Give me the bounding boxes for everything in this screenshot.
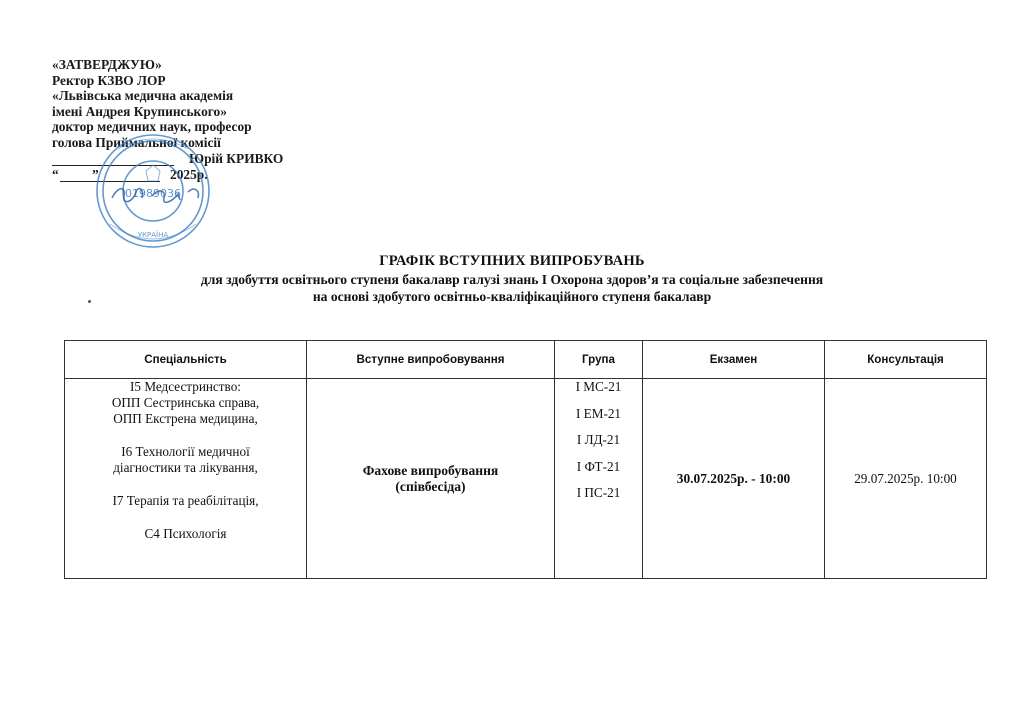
- header-specialty: Спеціальність: [65, 341, 307, 379]
- exam-type-line-2: (співбесіда): [395, 478, 466, 494]
- approval-heading: «ЗАТВЕРДЖУЮ»: [52, 57, 162, 72]
- group-ms: I МС-21: [575, 379, 622, 394]
- schedule-table: [64, 340, 987, 579]
- header-exam: Екзамен: [643, 341, 825, 379]
- specialty-i7: I7 Терапія та реабілітація,: [112, 493, 259, 508]
- group-em: I ЕМ-21: [575, 405, 622, 421]
- cell-exam-datetime: 30.07.2025р. - 10:00: [643, 379, 825, 579]
- document-subtitle-2: на основі здобутого освітньо-кваліфікаційного ступеня бакалавр: [312, 289, 712, 304]
- date-open-quote: “: [52, 166, 59, 182]
- date-close-quote: ”: [92, 166, 99, 182]
- specialty-i6-line-2: діагностики та лікування,: [113, 460, 258, 475]
- seal-code: 01989036: [125, 187, 181, 200]
- specialty-i6-line-1: I6 Технології медичної: [121, 444, 250, 459]
- title-block: [0, 252, 1024, 305]
- cell-exam-type: [307, 379, 555, 579]
- group-ps: I ПС-21: [576, 485, 621, 500]
- specialty-c4: С4 Психологія: [144, 526, 227, 541]
- approval-academy-line-1: «Львівська медична академія: [52, 88, 234, 104]
- cell-specialty: [65, 379, 307, 579]
- specialty-i5: I5 Медсестринство:: [130, 379, 241, 394]
- specialty-i5-program-1: ОПП Сестринська справа,: [111, 395, 260, 410]
- document-subtitle-1: для здобуття освітнього ступеня бакалавр галузі знань I Охорона здоров’я та соціальне забезпечення: [200, 272, 824, 287]
- document-title: ГРАФІК ВСТУПНИХ ВИПРОБУВАНЬ: [379, 253, 645, 269]
- approval-degree: доктор медичних наук, професор: [52, 119, 252, 135]
- approval-commission: голова Приймальної комісії: [52, 134, 221, 150]
- approval-rector: Ректор КЗВО ЛОР: [52, 72, 166, 88]
- group-ft: I ФТ-21: [576, 458, 621, 474]
- cell-consultation-datetime: 29.07.2025р. 10:00: [825, 379, 987, 579]
- cell-groups: [555, 379, 643, 579]
- table-row: [65, 379, 987, 579]
- signer-name: Юрій КРИВКО: [189, 150, 284, 166]
- group-ld: I ЛД-21: [576, 432, 621, 447]
- date-year: 2025р.: [170, 166, 208, 182]
- header-exam-type: Вступне випробовування: [307, 341, 555, 379]
- handwritten-signature: [108, 176, 258, 216]
- specialty-i5-program-2: ОПП Екстрена медицина,: [113, 411, 258, 426]
- seal-country: УКРАЇНА: [137, 231, 169, 239]
- header-consultation: Консультація: [825, 341, 987, 379]
- header-group: Група: [555, 341, 643, 379]
- approval-academy-line-2: імені Андрея Крупинського»: [52, 103, 227, 119]
- exam-type-line-1: Фахове випробування: [362, 462, 499, 478]
- table-header-row: [65, 341, 987, 379]
